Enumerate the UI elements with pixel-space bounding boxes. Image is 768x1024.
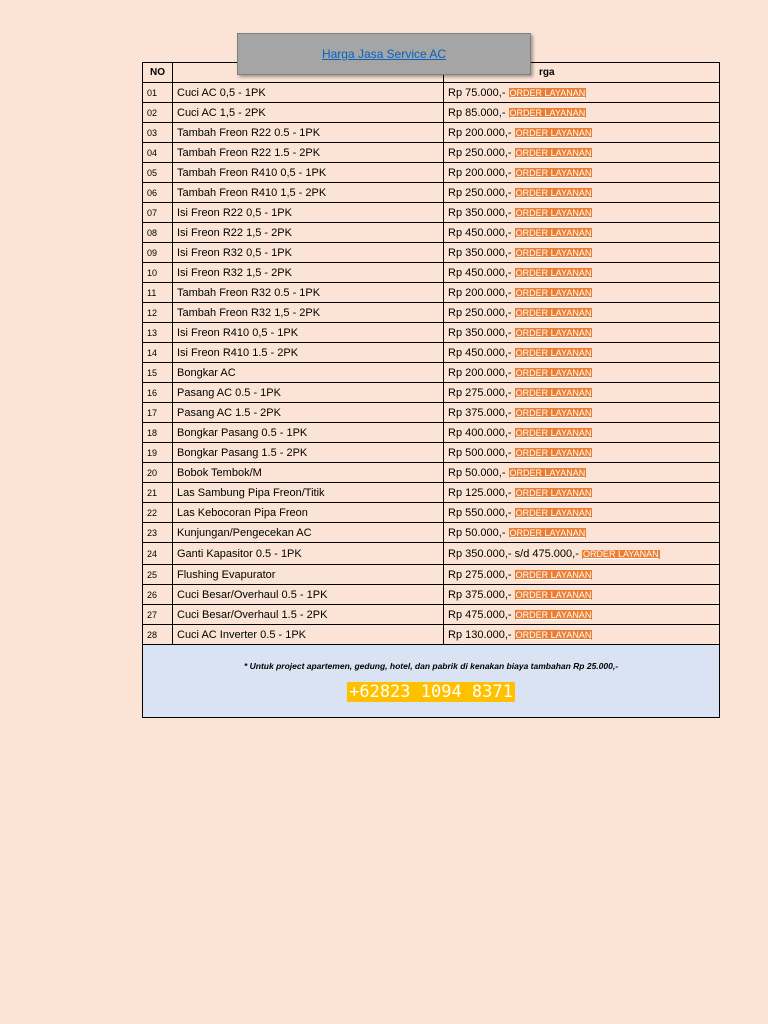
service-name: Bongkar Pasang 1.5 - 2PK — [173, 443, 444, 463]
order-button[interactable]: ORDER LAYANAN — [515, 387, 592, 398]
row-number: 16 — [143, 383, 173, 403]
order-button[interactable]: ORDER LAYANAN — [515, 347, 592, 358]
phone-number[interactable]: +62823 1094 8371 — [349, 681, 513, 702]
row-number: 15 — [143, 363, 173, 383]
price-value: Rp 50.000,- — [448, 466, 506, 479]
price-cell — [444, 243, 720, 263]
row-number: 21 — [143, 483, 173, 503]
service-name: Pasang AC 1.5 - 2PK — [173, 403, 444, 423]
service-name: Tambah Freon R410 1,5 - 2PK — [173, 183, 444, 203]
service-name: Isi Freon R32 1,5 - 2PK — [173, 263, 444, 283]
price-cell — [444, 503, 720, 523]
order-button[interactable]: ORDER LAYANAN — [509, 527, 586, 538]
price-value: Rp 250.000,- — [448, 306, 512, 319]
price-value: Rp 450.000,- — [448, 226, 512, 239]
service-name: Las Kebocoran Pipa Freon — [173, 503, 444, 523]
price-cell — [444, 123, 720, 143]
table-row — [143, 103, 720, 123]
header-no: NO — [143, 63, 173, 83]
order-button[interactable]: ORDER LAYANAN — [515, 127, 592, 138]
service-name: Tambah Freon R410 0,5 - 1PK — [173, 163, 444, 183]
row-number: 22 — [143, 503, 173, 523]
service-name: Bobok Tembok/M — [173, 463, 444, 483]
table-row — [143, 543, 720, 565]
order-button[interactable]: ORDER LAYANAN — [509, 467, 586, 478]
row-number: 02 — [143, 103, 173, 123]
row-number: 14 — [143, 343, 173, 363]
price-value: Rp 250.000,- — [448, 186, 512, 199]
price-value: Rp 350.000,- — [448, 206, 512, 219]
surcharge-note: * Untuk project apartemen, gedung, hotel, dan pabrik di kenakan biaya tambahan Rp 25.000,- — [243, 660, 619, 671]
order-button[interactable]: ORDER LAYANAN — [515, 629, 592, 640]
table-row — [143, 585, 720, 605]
table-row — [143, 403, 720, 423]
price-value: Rp 350.000,- s/d 475.000,- — [448, 547, 579, 560]
order-button[interactable]: ORDER LAYANAN — [515, 147, 592, 158]
price-cell — [444, 423, 720, 443]
row-number: 03 — [143, 123, 173, 143]
service-name: Isi Freon R410 0,5 - 1PK — [173, 323, 444, 343]
price-cell — [444, 323, 720, 343]
price-value: Rp 375.000,- — [448, 406, 512, 419]
table-row — [143, 123, 720, 143]
order-button[interactable]: ORDER LAYANAN — [582, 548, 659, 559]
service-name: Ganti Kapasitor 0.5 - 1PK — [173, 543, 444, 565]
price-value: Rp 200.000,- — [448, 286, 512, 299]
table-row — [143, 363, 720, 383]
row-number: 05 — [143, 163, 173, 183]
table-row — [143, 625, 720, 645]
service-name: Tambah Freon R32 1,5 - 2PK — [173, 303, 444, 323]
row-number: 04 — [143, 143, 173, 163]
price-value: Rp 550.000,- — [448, 506, 512, 519]
price-cell — [444, 303, 720, 323]
price-table — [142, 62, 720, 718]
table-row — [143, 523, 720, 543]
footer-row — [143, 645, 720, 718]
order-button[interactable]: ORDER LAYANAN — [515, 507, 592, 518]
table-row — [143, 223, 720, 243]
table-row — [143, 343, 720, 363]
price-value: Rp 130.000,- — [448, 628, 512, 641]
order-button[interactable]: ORDER LAYANAN — [515, 427, 592, 438]
order-button[interactable]: ORDER LAYANAN — [515, 589, 592, 600]
price-value: Rp 200.000,- — [448, 366, 512, 379]
service-name: Cuci AC Inverter 0.5 - 1PK — [173, 625, 444, 645]
order-button[interactable]: ORDER LAYANAN — [515, 247, 592, 258]
row-number: 25 — [143, 565, 173, 585]
row-number: 20 — [143, 463, 173, 483]
order-button[interactable]: ORDER LAYANAN — [515, 267, 592, 278]
price-cell — [444, 443, 720, 463]
table-row — [143, 323, 720, 343]
table-row — [143, 483, 720, 503]
row-number: 10 — [143, 263, 173, 283]
price-value: Rp 200.000,- — [448, 166, 512, 179]
table-body — [143, 83, 720, 645]
order-button[interactable]: ORDER LAYANAN — [515, 367, 592, 378]
price-cell — [444, 565, 720, 585]
price-value: Rp 275.000,- — [448, 386, 512, 399]
order-button[interactable]: ORDER LAYANAN — [515, 287, 592, 298]
service-name: Bongkar Pasang 0.5 - 1PK — [173, 423, 444, 443]
service-name: Kunjungan/Pengecekan AC — [173, 523, 444, 543]
table-row — [143, 423, 720, 443]
order-button[interactable]: ORDER LAYANAN — [509, 107, 586, 118]
table-row — [143, 263, 720, 283]
price-value: Rp 350.000,- — [448, 246, 512, 259]
row-number: 28 — [143, 625, 173, 645]
service-name: Cuci Besar/Overhaul 1.5 - 2PK — [173, 605, 444, 625]
service-name: Isi Freon R410 1.5 - 2PK — [173, 343, 444, 363]
row-number: 18 — [143, 423, 173, 443]
table-row — [143, 303, 720, 323]
price-cell — [444, 203, 720, 223]
table-row — [143, 605, 720, 625]
row-number: 13 — [143, 323, 173, 343]
service-name: Cuci Besar/Overhaul 0.5 - 1PK — [173, 585, 444, 605]
row-number: 23 — [143, 523, 173, 543]
order-button[interactable]: ORDER LAYANAN — [515, 167, 592, 178]
row-number: 27 — [143, 605, 173, 625]
price-value: Rp 500.000,- — [448, 446, 512, 459]
row-number: 24 — [143, 543, 173, 565]
price-cell — [444, 223, 720, 243]
table-row — [143, 143, 720, 163]
price-cell — [444, 523, 720, 543]
order-button[interactable]: ORDER LAYANAN — [515, 487, 592, 498]
price-cell — [444, 343, 720, 363]
table-row — [143, 463, 720, 483]
price-cell — [444, 263, 720, 283]
price-cell — [444, 143, 720, 163]
footer-cell — [143, 645, 720, 718]
table-row — [143, 163, 720, 183]
price-value: Rp 475.000,- — [448, 608, 512, 621]
row-number: 06 — [143, 183, 173, 203]
price-value: Rp 450.000,- — [448, 346, 512, 359]
price-cell — [444, 383, 720, 403]
table-row — [143, 83, 720, 103]
price-cell — [444, 183, 720, 203]
price-value: Rp 75.000,- — [448, 86, 506, 99]
row-number: 11 — [143, 283, 173, 303]
price-value: Rp 450.000,- — [448, 266, 512, 279]
service-name: Tambah Freon R22 1.5 - 2PK — [173, 143, 444, 163]
price-cell — [444, 83, 720, 103]
table-row — [143, 383, 720, 403]
price-value: Rp 125.000,- — [448, 486, 512, 499]
row-number: 17 — [143, 403, 173, 423]
price-cell — [444, 403, 720, 423]
table-row — [143, 183, 720, 203]
service-name: Flushing Evapurator — [173, 565, 444, 585]
price-value: Rp 350.000,- — [448, 326, 512, 339]
table-row — [143, 243, 720, 263]
price-value: Rp 275.000,- — [448, 568, 512, 581]
price-cell — [444, 543, 720, 565]
service-name: Isi Freon R22 1,5 - 2PK — [173, 223, 444, 243]
order-button[interactable]: ORDER LAYANAN — [515, 609, 592, 620]
order-button[interactable]: ORDER LAYANAN — [515, 307, 592, 318]
price-cell — [444, 283, 720, 303]
table-row — [143, 443, 720, 463]
order-button[interactable]: ORDER LAYANAN — [515, 187, 592, 198]
order-button[interactable]: ORDER LAYANAN — [515, 447, 592, 458]
order-button[interactable]: ORDER LAYANAN — [509, 87, 586, 98]
row-number: 07 — [143, 203, 173, 223]
price-value: Rp 50.000,- — [448, 526, 506, 539]
row-number: 08 — [143, 223, 173, 243]
row-number: 09 — [143, 243, 173, 263]
price-value: Rp 85.000,- — [448, 106, 506, 119]
table-row — [143, 283, 720, 303]
price-cell — [444, 483, 720, 503]
service-name: Cuci AC 0,5 - 1PK — [173, 83, 444, 103]
row-number: 26 — [143, 585, 173, 605]
price-cell — [444, 463, 720, 483]
service-name: Tambah Freon R32 0.5 - 1PK — [173, 283, 444, 303]
service-name: Tambah Freon R22 0.5 - 1PK — [173, 123, 444, 143]
price-value: Rp 400.000,- — [448, 426, 512, 439]
order-button[interactable]: ORDER LAYANAN — [515, 327, 592, 338]
title-box — [237, 33, 531, 75]
price-cell — [444, 605, 720, 625]
service-name: Isi Freon R22 0,5 - 1PK — [173, 203, 444, 223]
price-value: Rp 200.000,- — [448, 126, 512, 139]
service-name: Pasang AC 0.5 - 1PK — [173, 383, 444, 403]
price-value: Rp 250.000,- — [448, 146, 512, 159]
price-cell — [444, 625, 720, 645]
service-name: Bongkar AC — [173, 363, 444, 383]
order-button[interactable]: ORDER LAYANAN — [515, 569, 592, 580]
table-row — [143, 565, 720, 585]
row-number: 19 — [143, 443, 173, 463]
page-title-link[interactable]: Harga Jasa Service AC — [321, 47, 447, 61]
price-cell — [444, 163, 720, 183]
service-name: Isi Freon R32 0,5 - 1PK — [173, 243, 444, 263]
row-number: 12 — [143, 303, 173, 323]
row-number: 01 — [143, 83, 173, 103]
price-value: Rp 375.000,- — [448, 588, 512, 601]
service-name: Cuci AC 1,5 - 2PK — [173, 103, 444, 123]
table-row — [143, 203, 720, 223]
order-button[interactable]: ORDER LAYANAN — [515, 407, 592, 418]
price-cell — [444, 363, 720, 383]
order-button[interactable]: ORDER LAYANAN — [515, 227, 592, 238]
table-row — [143, 503, 720, 523]
price-cell — [444, 585, 720, 605]
service-name: Las Sambung Pipa Freon/Titik — [173, 483, 444, 503]
price-cell — [444, 103, 720, 123]
order-button[interactable]: ORDER LAYANAN — [515, 207, 592, 218]
header-price-label: rga — [539, 67, 555, 78]
